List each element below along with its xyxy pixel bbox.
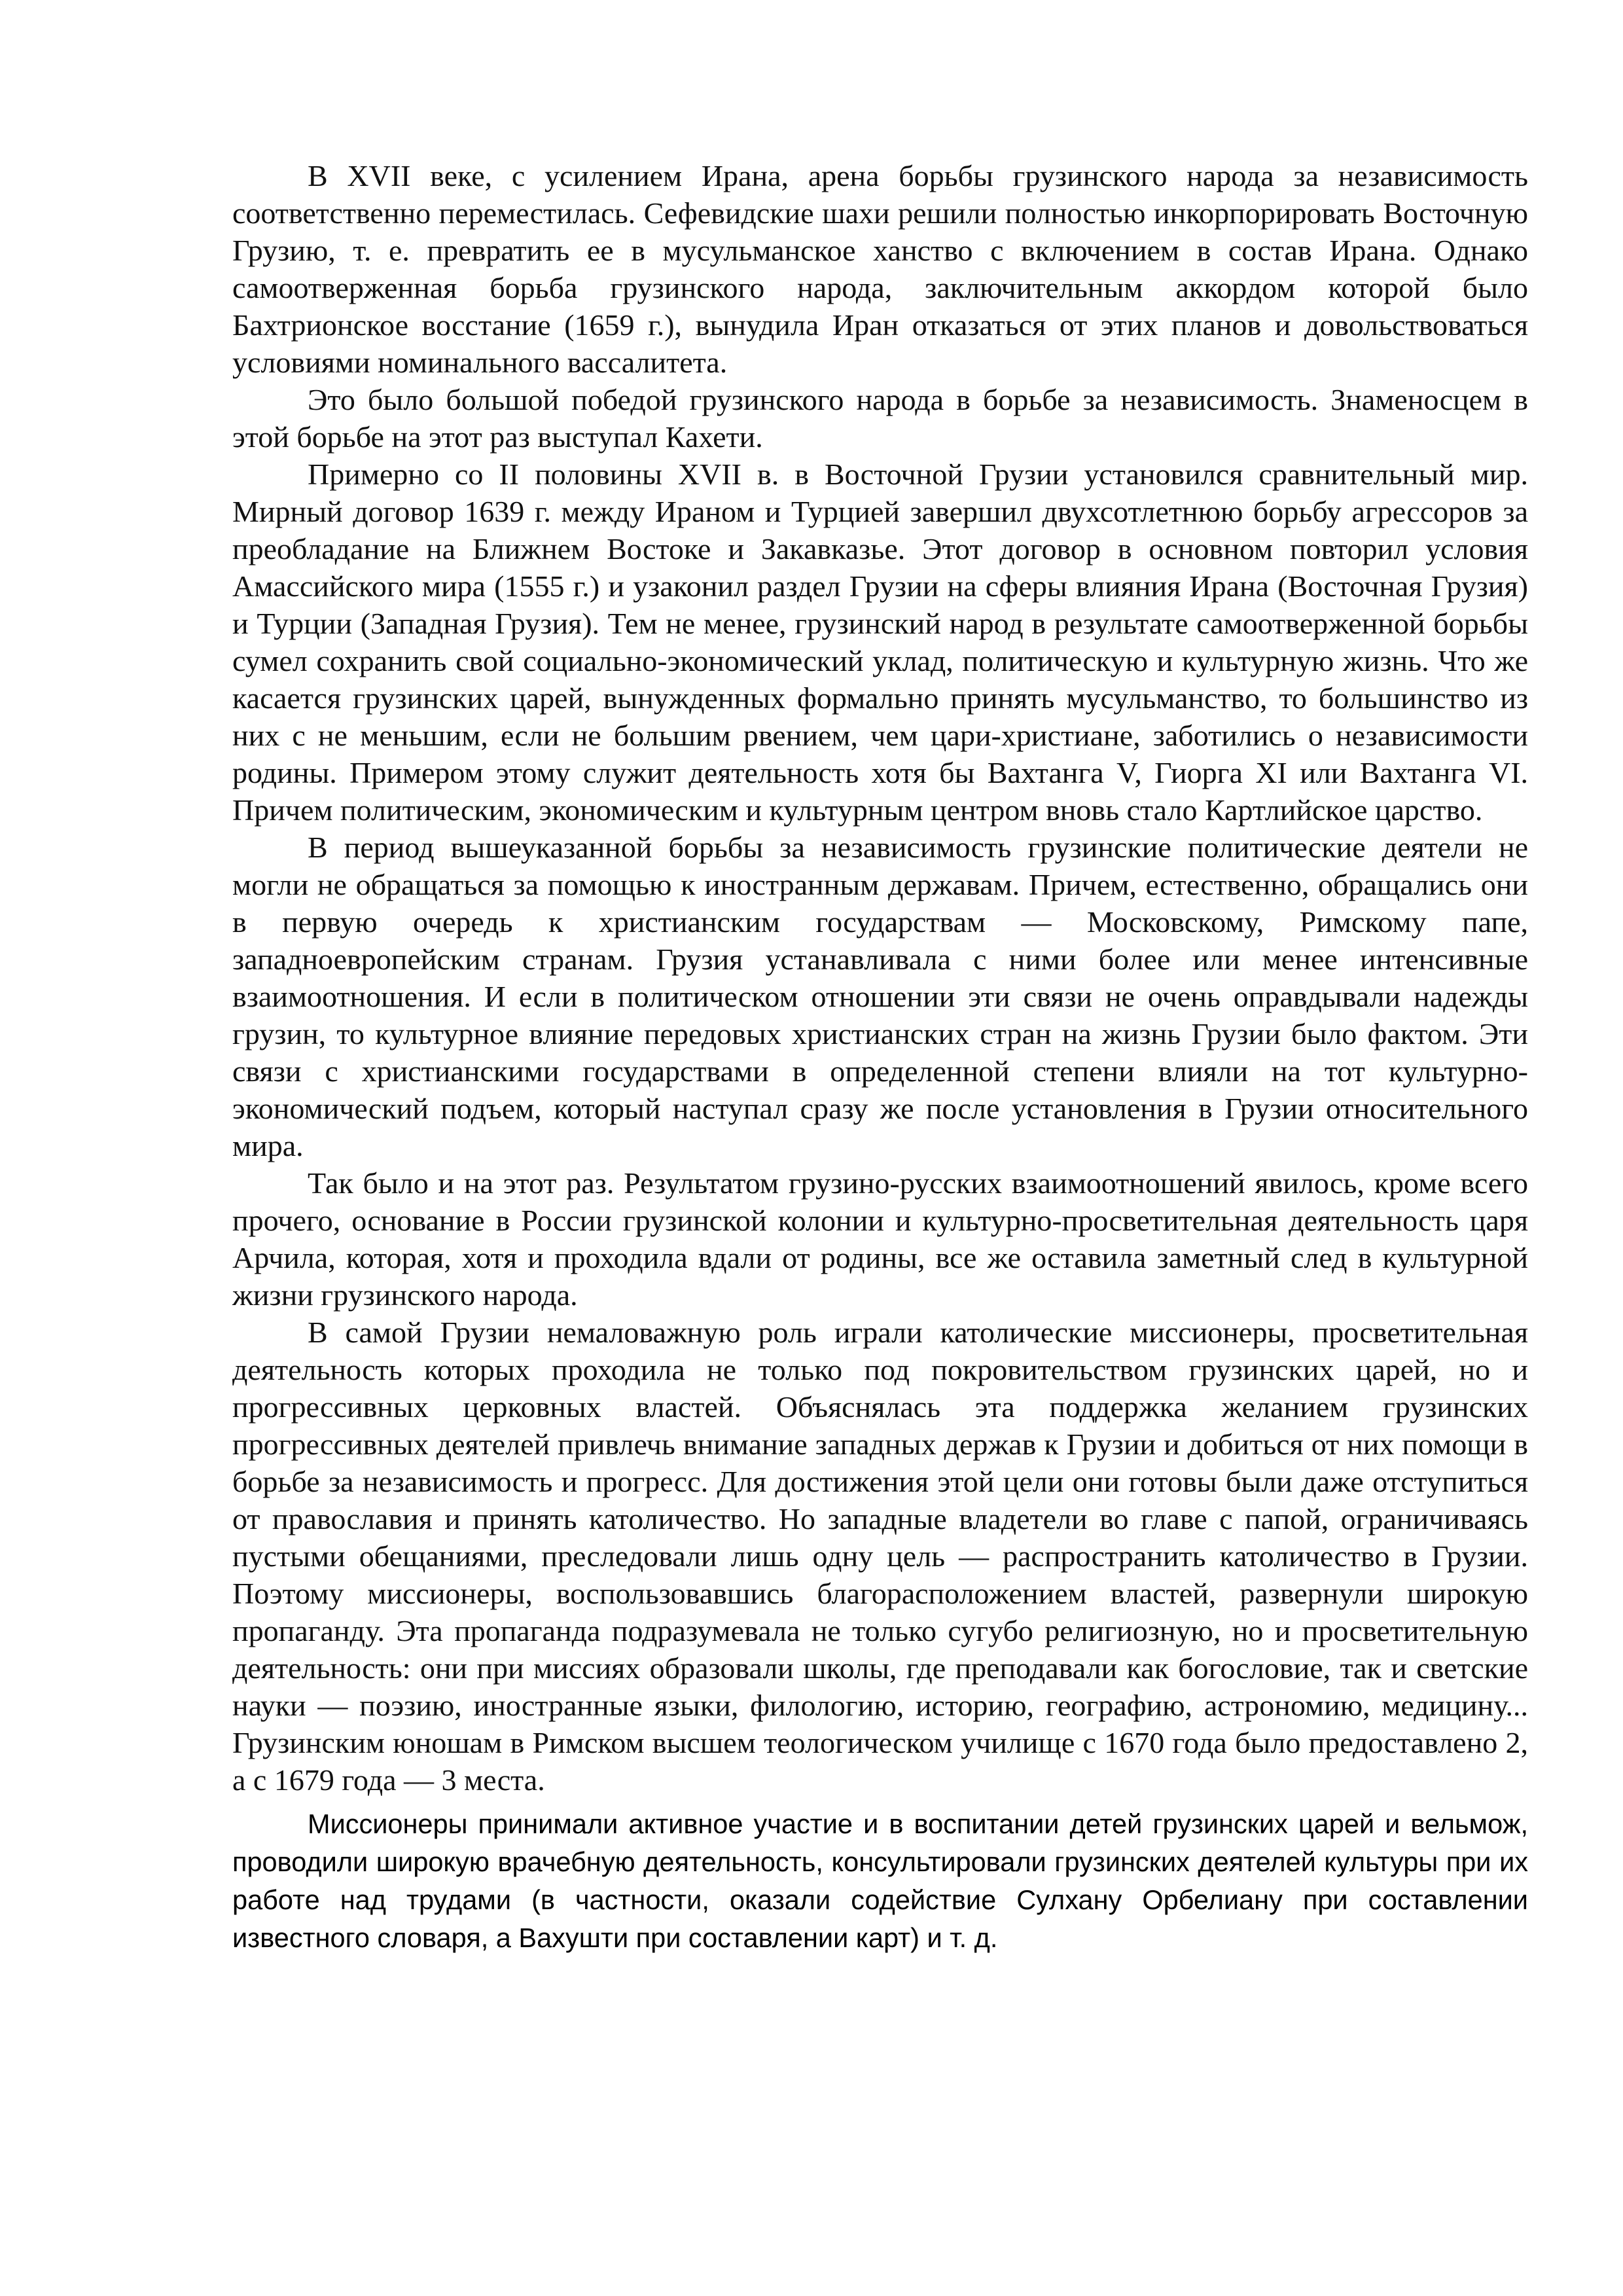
paragraph-6: В самой Грузии немаловажную роль играли католические миссионеры, просветительная деятельность которых проходила не только под покровительством грузинских царей, но и прогрессивных церковных властей. Объяснялась эта поддержка желанием грузинских прогрессивных деятелей привлечь внимание западных держав к Грузии и добиться от них помощи в борьбе за независимость и прогресс. Для достижения этой цели они готовы были даже отступиться от православия и принять католичество. Но западные владетели во главе с папой, ограничиваясь пустыми обещаниями, преследовали лишь одну цель — распространить католичество в Грузии. Поэтому миссионеры, воспользовавшись благорасположением властей, развернули широкую пропаганду. Эта пропаганда подразумевала не только сугубо религиозную, но и просветительную деятельность: они при миссиях образовали школы, где преподавали как богословие, так и светские науки — поэзию, иностранные языки, филологию, историю, географию, астрономию, медицину... Грузинским юношам в Римском высшем теологическом училище с 1670 года было предоставлено 2, а с 1679 года — 3 места. [232, 1316, 1528, 1797]
document-page [232, 157, 1528, 1957]
paragraph-3: Примерно со II половины XVII в. в Восточной Грузии установился сравнительный мир. Мирный договор 1639 г. между Ираном и Турцией завершил двухсотлетнюю борьбу агрессоров за преобладание на Ближнем Востоке и Закавказье. Этот договор в основном повторил условия Амассийского мира (1555 г.) и узаконил раздел Грузии на сферы влияния Ирана (Восточная Грузия) и Турции (Западная Грузия). Тем не менее, грузинский народ в результате самоотверженной борьбы сумел сохранить свой социально-экономический уклад, политическую и культурную жизнь. Что же касается грузинских царей, вынужденных формально принять мусульманство, то большинство из них с не меньшим, если не большим рвением, чем цари-христиане, заботились о независимости родины. Примером этому служит деятельность хотя бы Вахтанга V, Гиорга XI или Вахтанга VI. Причем политическим, экономическим и культурным центром вновь стало Картлийское царство. [232, 457, 1528, 827]
paragraph-7: Миссионеры принимали активное участие и в воспитании детей грузинских царей и вельмож, проводили широкую врачебную деятельность, консультировали грузинских деятелей культуры при их работе над трудами (в частности, оказали содействие Сулхану Орбелиану при составлении известного словаря, а Вахушти при составлении карт) и т. д. [232, 1808, 1528, 1953]
paragraph-2: Это было большой победой грузинского народа в борьбе за независимость. Знаменосцем в этой борьбе на этот раз выступал Кахети. [232, 383, 1528, 454]
paragraph-5: Так было и на этот раз. Результатом грузино-русских взаимоотношений явилось, кроме всего прочего, основание в России грузинской колонии и культурно-просветительная деятельность царя Арчила, которая, хотя и проходила вдали от родины, все же оставила заметный след в культурной жизни грузинского народа. [232, 1166, 1528, 1312]
paragraph-1: В XVII веке, с усилением Ирана, арена борьбы грузинского народа за независимость соответственно переместилась. Сефевидские шахи решили полностью инкорпорировать Восточную Грузию, т. е. превратить ее в мусульманское ханство с включением в состав Ирана. Однако самоотверженная борьба грузинского народа, заключительным аккордом которой было Бахтрионское восстание (1659 г.), вынудила Иран отказаться от этих планов и довольствоваться условиями номинального вассалитета. [232, 159, 1528, 379]
paragraph-4: В период вышеуказанной борьбы за независимость грузинские политические деятели не могли не обращаться за помощью к иностранным державам. Причем, естественно, обращались они в первую очередь к христианским государствам — Московскому, Римскому папе, западноевропейским странам. Грузия устанавливала с ними более или менее интенсивные взаимоотношения. И если в политическом отношении эти связи не очень оправдывали надежды грузин, то культурное влияние передовых христианских стран на жизнь Грузии было фактом. Эти связи с христианскими государствами в определенной степени влияли на тот культурно-экономический подъем, который наступал сразу же после установления в Грузии относительного мира. [232, 831, 1528, 1162]
